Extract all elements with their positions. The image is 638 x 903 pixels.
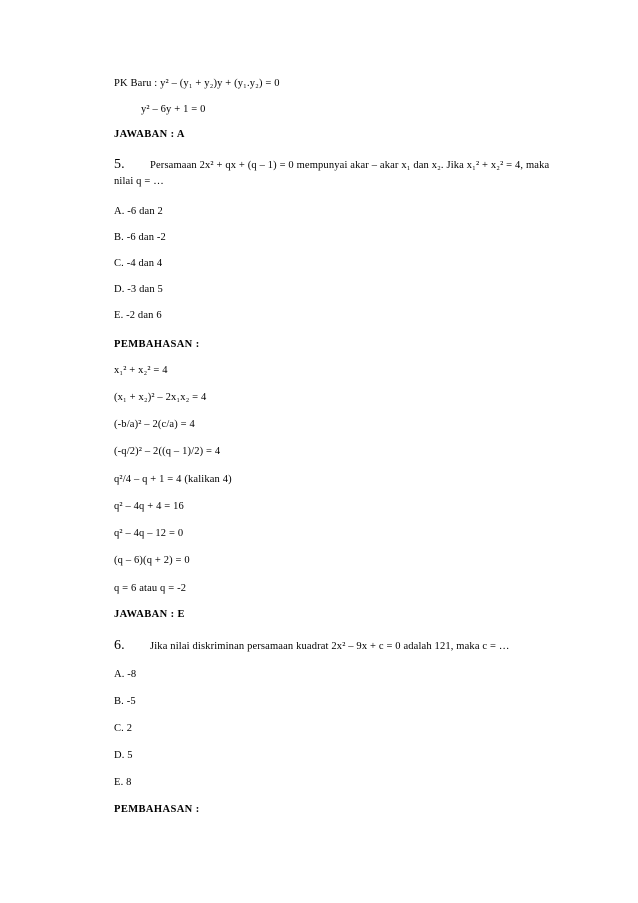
answer-heading: JAWABAN : E (114, 609, 185, 620)
pk-baru-formula: PK Baru : y² – (y₁ + y₂)y + (y₁.y₂) = 0 (114, 78, 280, 89)
option-b: B. -6 dan -2 (114, 232, 166, 243)
question-5 (114, 159, 549, 172)
discussion-heading: PEMBAHASAN : (114, 339, 200, 350)
solution-step: (x₁ + x₂)² – 2x₁x₂ = 4 (114, 392, 207, 403)
solution-step: (-q/2)² – 2((q – 1)/2) = 4 (114, 446, 221, 457)
question-number: 6. (114, 638, 125, 653)
question-text-continued: nilai q = … (114, 176, 164, 187)
option-a: A. -6 dan 2 (114, 206, 163, 217)
solution-step: (q – 6)(q + 2) = 0 (114, 555, 190, 566)
question-text: Persamaan 2x² + qx + (q – 1) = 0 mempunyai akar – akar x₁ dan x₂. Jika x₁² + x₂² = 4, maka (150, 160, 550, 171)
option-a: A. -8 (114, 669, 137, 680)
option-c: C. -4 dan 4 (114, 258, 163, 269)
solution-step: (-b/a)² – 2(c/a) = 4 (114, 419, 195, 430)
answer-heading: JAWABAN : A (114, 129, 185, 140)
question-number: 5. (114, 157, 125, 172)
new-equation: y² – 6y + 1 = 0 (141, 104, 206, 115)
question-6 (114, 640, 509, 653)
solution-step: q = 6 atau q = -2 (114, 583, 187, 594)
solution-step: q²/4 – q + 1 = 4 (kalikan 4) (114, 474, 232, 485)
option-d: D. 5 (114, 750, 133, 761)
option-e: E. -2 dan 6 (114, 310, 162, 321)
solution-step: x₁² + x₂² = 4 (114, 365, 168, 376)
solution-step: q² – 4q + 4 = 16 (114, 501, 184, 512)
option-b: B. -5 (114, 696, 136, 707)
option-d: D. -3 dan 5 (114, 284, 163, 295)
option-c: C. 2 (114, 723, 133, 734)
solution-step: q² – 4q – 12 = 0 (114, 528, 184, 539)
discussion-heading: PEMBAHASAN : (114, 804, 200, 815)
option-e: E. 8 (114, 777, 132, 788)
question-text: Jika nilai diskriminan persamaan kuadrat 2x² – 9x + c = 0 adalah 121, maka c = … (150, 641, 510, 652)
